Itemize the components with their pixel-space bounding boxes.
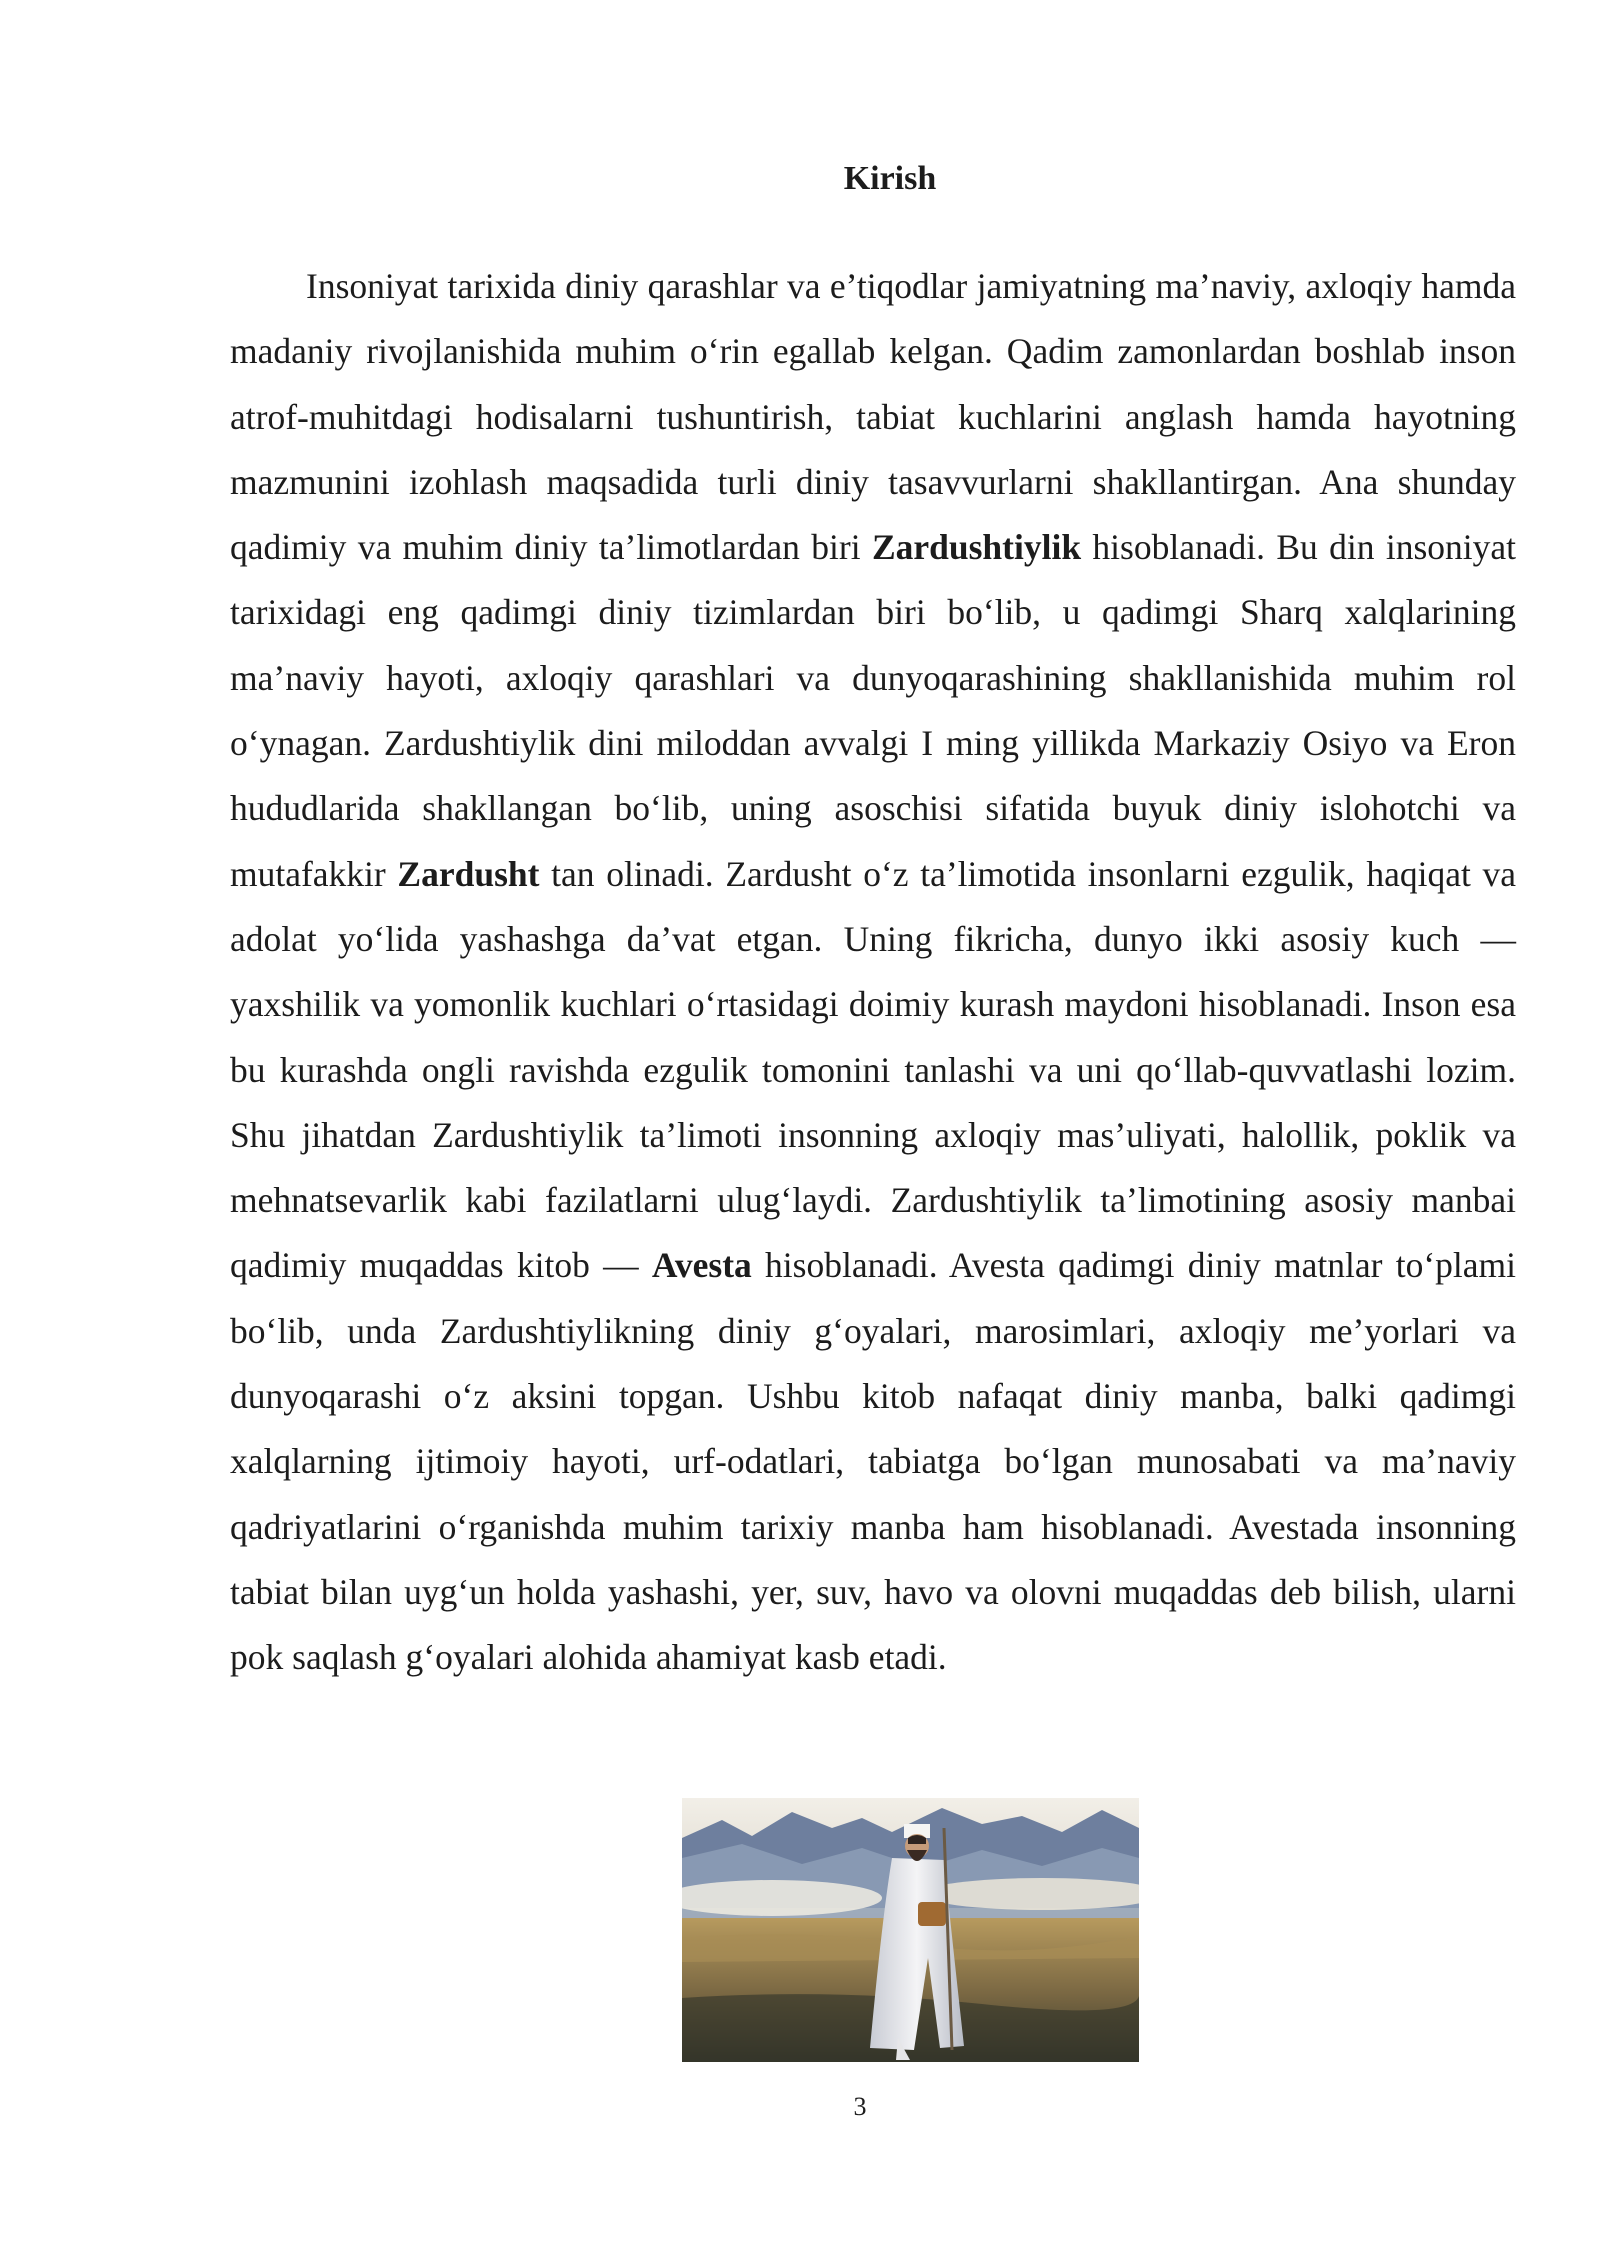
bold-term: Avesta: [651, 1245, 752, 1286]
paragraph-text: Insoniyat tarixida diniy qarashlar va e’tiqodlar jamiyatning ma’naviy, axloqiy hamda madaniy rivojlanishida muhim o‘rin egallab kelgan. Qadim zamonlardan boshlab inson atrof-muhitdagi hodisalarni tushuntirish, tabiat kuchlarini anglash hamda hayotning mazmunini izohlash maqsadida turli diniy tasavvurlarni shakllantirgan. Ana shunday qadimiy va muhim diniy ta’limotlardan biri: [230, 266, 1516, 568]
paragraph-text: tan olinadi. Zardusht o‘z ta’limotida insonlarni ezgulik, haqiqat va adolat yo‘lida yashashga da’vat etgan. Uning fikricha, dunyo ikki asosiy kuch — yaxshilik va yomonlik kuchlari o‘rtasidagi doimiy kurash maydoni hisoblanadi. Inson esa bu kurashda ongli ravishda ezgulik tomonini tanlashi va uni qo‘llab-quvvatlashi lozim. Shu jihatdan Zardushtiylik ta’limoti insonning axloqiy mas’uliyati, halollik, poklik va mehnatsevarlik kabi fazilatlarni ulug‘laydi. Zardushtiylik ta’limotining asosiy manbai qadimiy muqaddas kitob —: [230, 853, 1516, 1286]
zarathustra-illustration: [682, 1798, 1139, 2062]
bold-term: Zardushtiylik: [871, 527, 1082, 568]
paragraph-text: hisoblanadi. Avesta qadimgi diniy matnlar to‘plami bo‘lib, unda Zardushtiylikning diniy g‘oyalari, marosimlari, axloqiy me’yorlari va dunyoqarashi o‘z aksini topgan. Ushbu kitob nafaqat diniy manba, balki qadimgi xalqlarning ijtimoiy hayoti, urf-odatlari, tabiatga bo‘lgan munosabati va ma’naviy qadriyatlarini o‘rganishda muhim tarixiy manba ham hisoblanadi. Avestada insonning tabiat bilan uyg‘un holda yashashi, yer, suv, havo va olovni muqaddas deb bilish, ularni pok saqlash g‘oyalari alohida ahamiyat kasb etadi.: [230, 1245, 1516, 1678]
page-number: 3: [853, 2092, 867, 2121]
paragraph-text: hisoblanadi. Bu din insoniyat tarixidagi eng qadimgi diniy tizimlardan biri bo‘lib, u qadimgi Sharq xalqlarining ma’naviy hayoti, axloqiy qarashlari va dunyoqarashining shakllanishida muhim rol o‘ynagan. Zardushtiylik dini miloddan avvalgi I ming yillikda Markaziy Osiyo va Eron hududlarida shakllangan bo‘lib, uning asoschisi sifatida buyuk diniy islohotchi va mutafakkir: [230, 527, 1516, 894]
bold-term: Zardusht: [397, 853, 540, 894]
intro-paragraph: [230, 254, 1516, 1691]
page-title: Kirish: [843, 160, 937, 197]
illustration-image: [682, 1798, 1139, 2062]
